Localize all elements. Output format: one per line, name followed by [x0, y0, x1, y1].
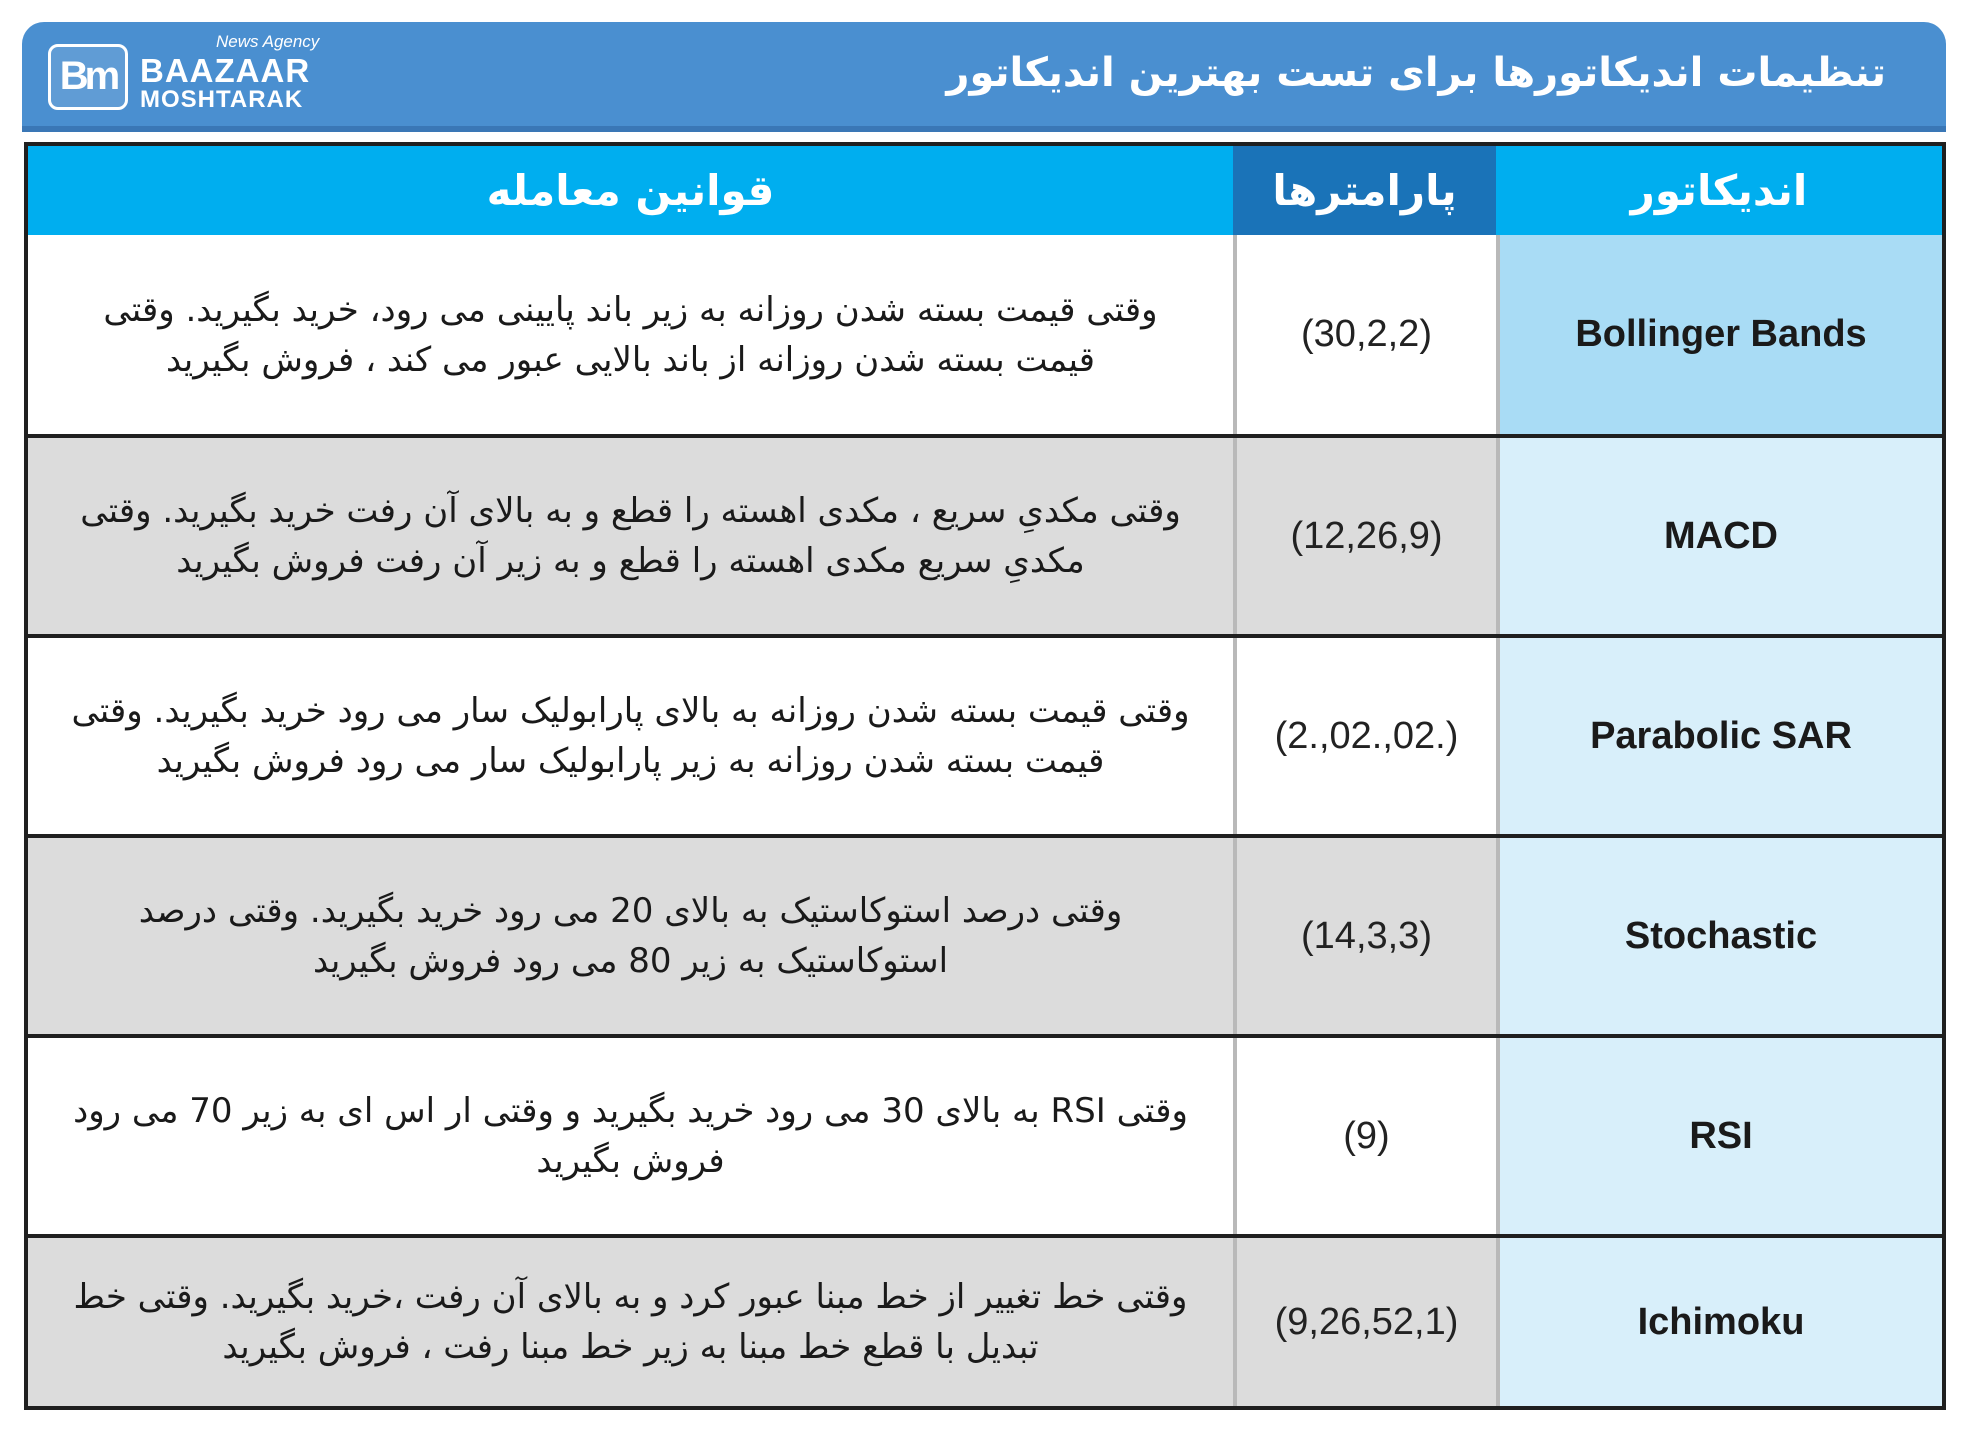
brand-logo: [48, 32, 338, 116]
indicator-cell: MACD: [1496, 438, 1942, 634]
rules-cell: وقتی قیمت بسته شدن روزانه به زیر باند پایینی می رود، خرید بگیرید. وقتی قیمت بسته شدن روزانه از باند بالایی عبور می کند ، فروش بگیرید: [28, 235, 1233, 434]
rules-cell: وقتی RSI به بالای 30 می رود خرید بگیرید و وقتی ار اس ای به زیر 70 می رود فروش بگیرید: [28, 1038, 1233, 1234]
header-rules: قوانین معامله: [28, 146, 1233, 235]
logo-name-line2: MOSHTARAK: [140, 86, 304, 113]
rules-cell: وقتی مکدیِ سریع ، مکدی اهسته را قطع و به بالای آن رفت خرید بگیرید. وقتی مکدیِ سریع مکدی اهسته را قطع و به زیر آن رفت فروش بگیرید: [28, 438, 1233, 634]
indicator-cell: RSI: [1496, 1038, 1942, 1234]
indicator-cell: Ichimoku: [1496, 1238, 1942, 1406]
logo-name-line1: BAAZAAR: [140, 52, 311, 89]
table-row: [28, 1038, 1942, 1234]
indicator-cell: Parabolic SAR: [1496, 638, 1942, 834]
rules-cell: وقتی خط تغییر از خط مبنا عبور کرد و به بالای آن رفت ،خرید بگیرید. وقتی خط تبدیل با قطع خط مبنا به زیر خط مبنا رفت ، فروش بگیرید: [28, 1238, 1233, 1406]
rules-cell: وقتی قیمت بسته شدن روزانه به بالای پارابولیک سار می رود خرید بگیرید. وقتی قیمت بسته شدن روزانه به زیر پارابولیک سار می رود فروش بگیرید: [28, 638, 1233, 834]
indicator-cell: Bollinger Bands: [1496, 235, 1942, 434]
header-indicator: اندیکاتور: [1496, 146, 1942, 235]
logo-mark: Bm: [48, 44, 128, 110]
indicator-settings-table: [24, 142, 1946, 1410]
table-row: [28, 1238, 1942, 1406]
table-row: [28, 235, 1942, 434]
table-row: [28, 838, 1942, 1034]
parameters-cell: (12,26,9): [1233, 438, 1496, 634]
parameters-cell: (14,3,3): [1233, 838, 1496, 1034]
parameters-cell: (2.,02.,02.): [1233, 638, 1496, 834]
header-parameters: پارامترها: [1233, 146, 1496, 235]
table-row: [28, 438, 1942, 634]
rules-cell: وقتی درصد استوکاستیک به بالای 20 می رود خرید بگیرید. وقتی درصد استوکاستیک به زیر 80 می رود فروش بگیرید: [28, 838, 1233, 1034]
table-row: [28, 638, 1942, 834]
header-banner: [22, 22, 1946, 126]
table-header-row: [28, 146, 1942, 235]
page-title: تنظیمات اندیکاتورها برای تست بهترین اندیکاتور: [946, 50, 1886, 96]
indicator-cell: Stochastic: [1496, 838, 1942, 1034]
parameters-cell: (30,2,2): [1233, 235, 1496, 434]
parameters-cell: (9): [1233, 1038, 1496, 1234]
parameters-cell: (9,26,52,1): [1233, 1238, 1496, 1406]
logo-tagline: News Agency: [216, 32, 320, 51]
